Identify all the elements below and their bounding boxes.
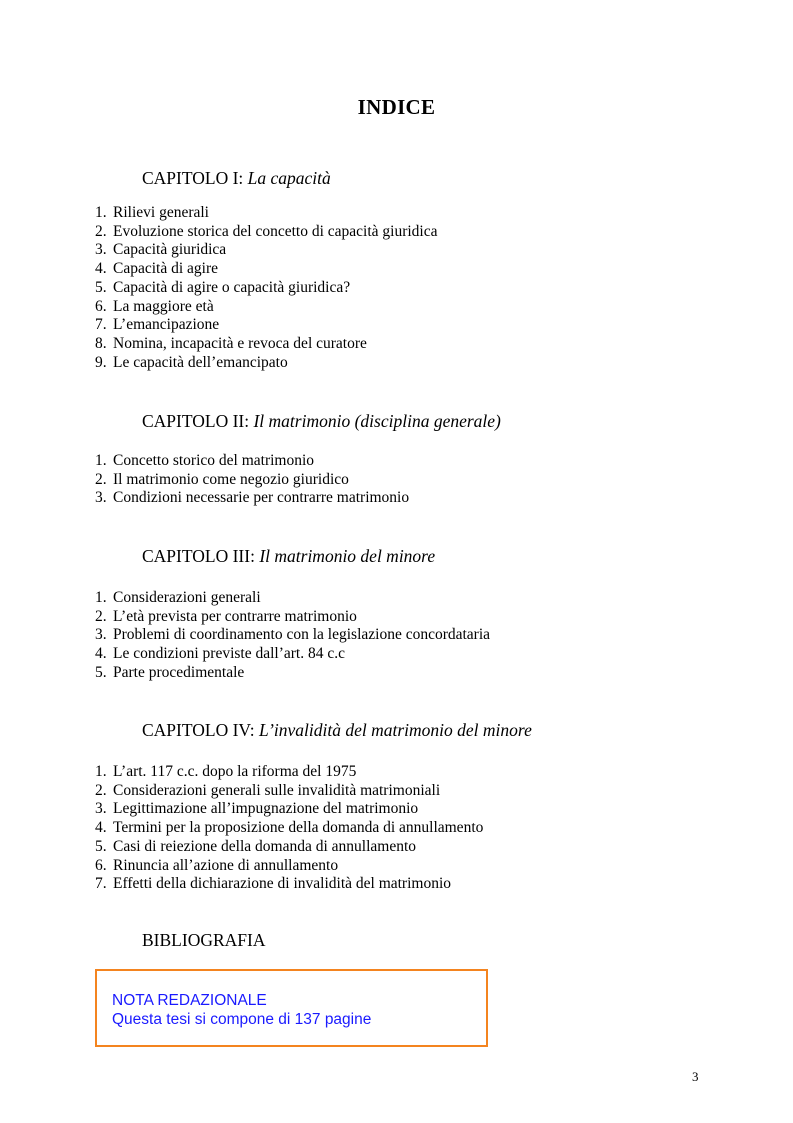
chapter-4-subtitle: L’invalidità del matrimonio del minore <box>259 720 532 740</box>
note-heading: NOTA REDAZIONALE <box>112 992 267 1009</box>
list-item: 7. L’emancipazione <box>95 316 220 334</box>
chapter-3-heading <box>142 546 435 567</box>
chapter-2-heading <box>142 411 501 432</box>
chapter-1-label: CAPITOLO I: <box>142 168 244 188</box>
list-item: 1. Rilievi generali <box>95 204 209 221</box>
list-item: 4. Termini per la proposizione della domanda di annullamento <box>95 819 484 837</box>
chapter-2-list <box>95 452 409 508</box>
list-item: 8. Nomina, incapacità e revoca del curatore <box>95 334 367 352</box>
chapter-2-subtitle: Il matrimonio (disciplina generale) <box>253 411 501 431</box>
list-item: 7. Effetti della dichiarazione di invalidità del matrimonio <box>95 875 452 893</box>
list-item: 4. Le condizioni previste dall’art. 84 c.c <box>95 645 345 663</box>
list-item: 5. Casi di reiezione della domanda di annullamento <box>95 837 417 855</box>
list-item: 1. Concetto storico del matrimonio <box>95 452 315 469</box>
list-item: 5. Parte procedimentale <box>95 663 245 681</box>
editorial-note-box <box>95 969 488 1047</box>
chapter-4-list <box>95 763 483 894</box>
chapter-1-subtitle: La capacità <box>247 168 331 188</box>
list-item: 9. Le capacità dell’emancipato <box>95 353 288 371</box>
list-item: 3. Problemi di coordinamento con la legislazione concordataria <box>95 626 491 644</box>
list-item: 3. Legittimazione all’impugnazione del matrimonio <box>95 800 419 818</box>
chapter-1-heading <box>142 168 331 189</box>
bibliography-heading: BIBLIOGRAFIA <box>142 930 266 950</box>
chapter-3-subtitle: Il matrimonio del minore <box>259 546 436 566</box>
chapter-2-label: CAPITOLO II: <box>142 411 250 431</box>
page-title: INDICE <box>357 95 436 119</box>
list-item: 6. La maggiore età <box>95 297 214 315</box>
list-item: 3. Condizioni necessarie per contrarre matrimonio <box>95 489 410 507</box>
list-item: 2. Il matrimonio come negozio giuridico <box>95 470 349 488</box>
list-item: 1. L’art. 117 c.c. dopo la riforma del 1975 <box>95 763 357 780</box>
chapter-4-heading <box>142 720 532 741</box>
list-item: 2. L’età prevista per contrarre matrimonio <box>95 607 357 625</box>
chapter-4-label: CAPITOLO IV: <box>142 720 255 740</box>
list-item: 6. Rinuncia all’azione di annullamento <box>95 856 339 874</box>
list-item: 4. Capacità di agire <box>95 260 219 278</box>
note-text: Questa tesi si compone di 137 pagine <box>112 1011 372 1028</box>
list-item: 5. Capacità di agire o capacità giuridica? <box>95 278 351 296</box>
chapter-3-list <box>95 589 490 683</box>
chapter-1-list <box>95 204 438 372</box>
list-item: 2. Evoluzione storica del concetto di capacità giuridica <box>95 222 438 240</box>
page-number: 3 <box>692 1069 699 1084</box>
list-item: 1. Considerazioni generali <box>95 589 261 606</box>
list-item: 3. Capacità giuridica <box>95 241 227 259</box>
list-item: 2. Considerazioni generali sulle invalidità matrimoniali <box>95 781 441 799</box>
chapter-3-label: CAPITOLO III: <box>142 546 255 566</box>
